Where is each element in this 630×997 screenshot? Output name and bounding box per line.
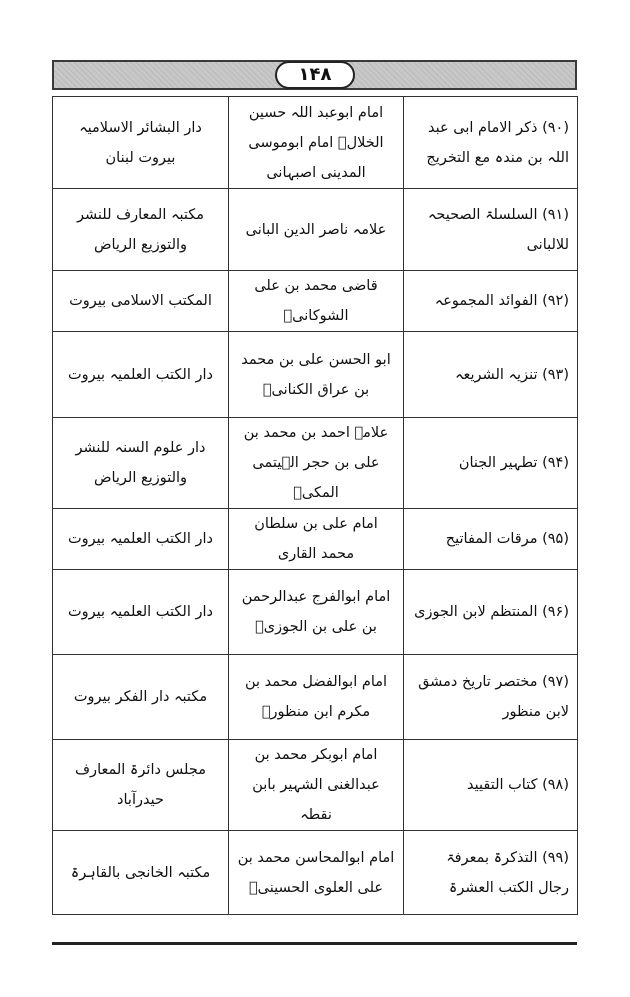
table-row — [53, 570, 578, 655]
table-row — [53, 740, 578, 831]
table-row — [53, 271, 578, 332]
publisher-cell: مجلس دائرۃ المعارف حیدرآباد — [53, 740, 229, 831]
book-title-cell: (۹۱) السلسلۃ الصحیحہ للالبانی — [404, 189, 578, 271]
book-title-cell: (۹۰) ذکر الامام ابی عبد اللہ بن مندہ مع التخریج — [404, 97, 578, 189]
publisher-cell: دار علوم السنہ للنشر والتوزیع الریاض — [53, 418, 229, 509]
table-row — [53, 332, 578, 418]
book-title-cell: (۹۹) التذکرۃ بمعرفۃ رجال الکتب العشرۃ — [404, 831, 578, 915]
publisher-cell: مکتبہ الخانجی بالقاہرۃ — [53, 831, 229, 915]
author-cell: امام ابوالمحاسن محمد بن علی العلوی الحسینیؒ — [229, 831, 404, 915]
publisher-cell: دار الکتب العلمیہ بیروت — [53, 332, 229, 418]
table-row — [53, 97, 578, 189]
author-cell: علامہ احمد بن محمد بن علی بن حجر الہیتمی المکیؒ — [229, 418, 404, 509]
table-row — [53, 509, 578, 570]
book-title-cell: (۹۷) مختصر تاریخ دمشق لابن منظور — [404, 655, 578, 740]
author-cell: علامہ ناصر الدین البانی — [229, 189, 404, 271]
publisher-cell: دار البشائر الاسلامیہ بیروت لبنان — [53, 97, 229, 189]
author-cell: امام ابوالفرج عبدالرحمن بن علی بن الجوزیؒ — [229, 570, 404, 655]
book-title-cell: (۹۳) تنزیہ الشریعہ — [404, 332, 578, 418]
footer-divider — [52, 942, 577, 945]
publisher-cell: المکتب الاسلامی بیروت — [53, 271, 229, 332]
book-title-cell: (۹۸) کتاب التقیید — [404, 740, 578, 831]
table-row — [53, 189, 578, 271]
book-title-cell: (۹۵) مرقات المفاتیح — [404, 509, 578, 570]
publisher-cell: دار الکتب العلمیہ بیروت — [53, 509, 229, 570]
references-table — [52, 96, 578, 915]
author-cell: امام ابوالفضل محمد بن مکرم ابن منظورؒ — [229, 655, 404, 740]
author-cell: امام علی بن سلطان محمد القاری — [229, 509, 404, 570]
author-cell: ابو الحسن علی بن محمد بن عراق الکنانیؒ — [229, 332, 404, 418]
book-title-cell: (۹۲) الفوائد المجموعہ — [404, 271, 578, 332]
table-row — [53, 831, 578, 915]
book-title-cell: (۹۶) المنتظم لابن الجوزی — [404, 570, 578, 655]
page-number: ۱۴۸ — [275, 61, 355, 89]
table-row — [53, 418, 578, 509]
author-cell: امام ابوعبد اللہ حسین الخلالؒ امام ابوموسی المدینی اصبہانی — [229, 97, 404, 189]
publisher-cell: مکتبہ المعارف للنشر والتوزیع الریاض — [53, 189, 229, 271]
book-title-cell: (۹۴) تطہیر الجنان — [404, 418, 578, 509]
publisher-cell: دار الکتب العلمیہ بیروت — [53, 570, 229, 655]
table-row — [53, 655, 578, 740]
publisher-cell: مکتبہ دار الفکر بیروت — [53, 655, 229, 740]
author-cell: امام ابوبکر محمد بن عبدالغنی الشہیر بابن نقطہ — [229, 740, 404, 831]
author-cell: قاضی محمد بن علی الشوکانیؒ — [229, 271, 404, 332]
